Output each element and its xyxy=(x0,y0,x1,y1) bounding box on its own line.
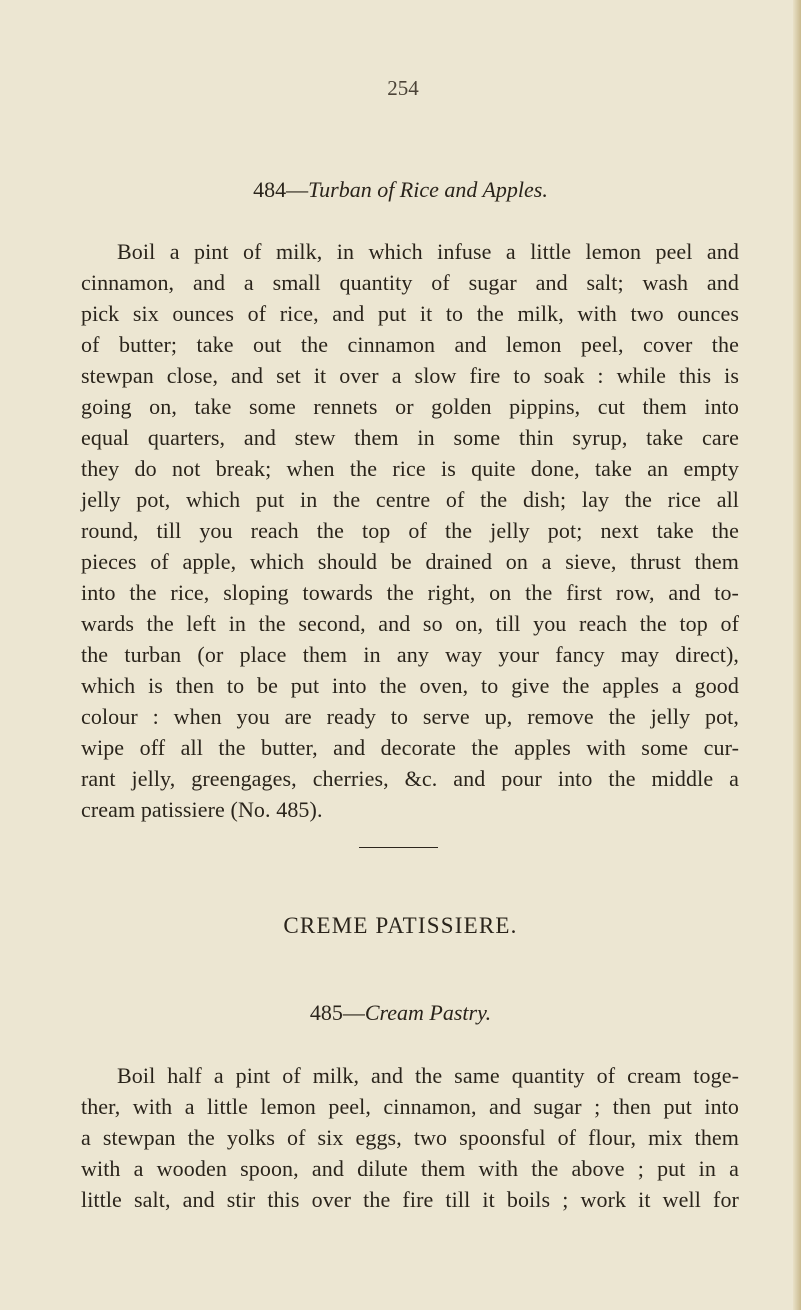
recipe-484-line: round, till you reach the top of the jelly pot; next take the xyxy=(81,518,739,543)
recipe-485-line: little salt, and stir this over the fire till it boils ; work it well for xyxy=(81,1187,739,1212)
recipe-484-line: colour : when you are ready to serve up, remove the jelly pot, xyxy=(81,704,739,729)
recipe-484-line: wards the left in the second, and so on, till you reach the top of xyxy=(81,611,739,636)
recipe-484-number: 484 xyxy=(253,177,287,202)
recipe-484-title: Turban of Rice and Apples. xyxy=(308,177,548,202)
recipe-484-line: they do not break; when the rice is quite done, take an empty xyxy=(81,456,739,481)
recipe-484-line: wipe off all the butter, and decorate the apples with some cur- xyxy=(81,735,739,760)
recipe-485-title: Cream Pastry. xyxy=(364,1000,492,1025)
recipe-485-line: a stewpan the yolks of six eggs, two spoonsful of flour, mix them xyxy=(81,1125,739,1150)
recipe-484-line: pick six ounces of rice, and put it to the milk, with two ounces xyxy=(81,301,739,326)
recipe-484-line: pieces of apple, which should be drained on a sieve, thrust them xyxy=(81,549,739,574)
recipe-484-line: equal quarters, and stew them in some thin syrup, take care xyxy=(81,425,739,450)
recipe-484-line: stewpan close, and set it over a slow fire to soak : while this is xyxy=(81,363,739,388)
recipe-484-line: into the rice, sloping towards the right, on the first row, and to- xyxy=(81,580,739,605)
recipe-484-line: rant jelly, greengages, cherries, &c. and pour into the middle a xyxy=(81,766,739,791)
section-title: CREME PATISSIERE. xyxy=(283,913,518,938)
page-number: 254 xyxy=(387,76,419,100)
recipe-485-dash: — xyxy=(342,1000,365,1025)
recipe-484-line: the turban (or place them in any way your fancy may direct), xyxy=(81,642,739,667)
recipe-484-dash: — xyxy=(286,177,309,202)
recipe-485-number: 485 xyxy=(309,1000,343,1025)
recipe-484-heading xyxy=(0,176,801,204)
recipe-485-line: with a wooden spoon, and dilute them with the above ; put in a xyxy=(81,1156,739,1181)
recipe-484-line: cinnamon, and a small quantity of sugar and salt; wash and xyxy=(81,270,739,295)
recipe-485-line: Boil half a pint of milk, and the same quantity of cream toge- xyxy=(117,1063,739,1088)
recipe-484-line: which is then to be put into the oven, to give the apples a good xyxy=(81,673,739,698)
recipe-484-line: of butter; take out the cinnamon and lemon peel, cover the xyxy=(81,332,739,357)
section-divider xyxy=(359,847,438,848)
recipe-484-line: jelly pot, which put in the centre of the dish; lay the rice all xyxy=(81,487,739,512)
recipe-485-heading xyxy=(0,999,801,1027)
recipe-484-line: going on, take some rennets or golden pippins, cut them into xyxy=(81,394,739,419)
recipe-484-line: Boil a pint of milk, in which infuse a little lemon peel and xyxy=(117,239,739,264)
recipe-485-line: ther, with a little lemon peel, cinnamon, and sugar ; then put into xyxy=(81,1094,739,1119)
recipe-484-line-last: cream patissiere (No. 485). xyxy=(81,797,323,822)
